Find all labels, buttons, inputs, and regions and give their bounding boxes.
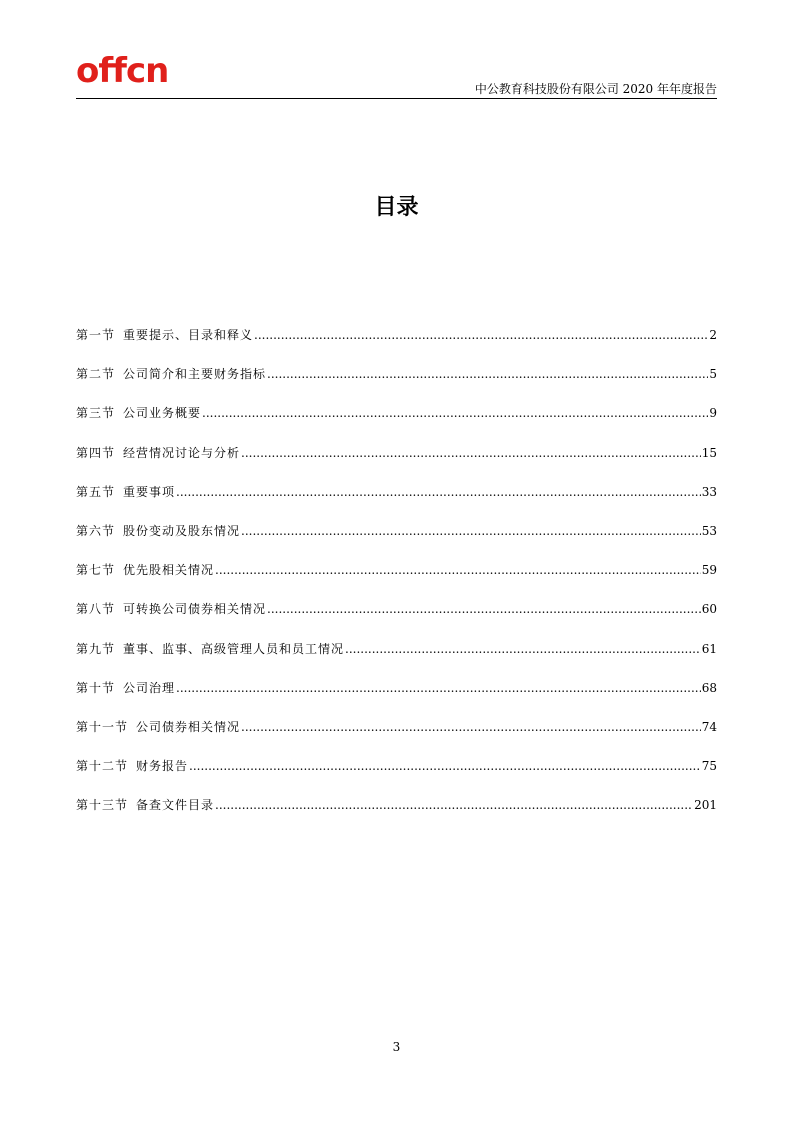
- toc-leader-dots: [241, 718, 701, 736]
- toc-page-number: 68: [701, 680, 717, 695]
- toc-section-number: 第九节: [76, 641, 116, 656]
- toc-entry[interactable]: [76, 600, 717, 639]
- header-divider: [76, 98, 717, 99]
- toc-entry[interactable]: [76, 365, 717, 404]
- toc-section-title: 可转换公司债券相关情况: [123, 602, 267, 617]
- toc-section-title: 优先股相关情况: [123, 563, 215, 578]
- toc-section-number: 第三节: [76, 406, 116, 421]
- toc-section-title: 公司治理: [123, 680, 176, 695]
- toc-page-number: 33: [701, 484, 717, 499]
- toc-page-number: 9: [709, 406, 717, 421]
- toc-leader-dots: [202, 404, 708, 422]
- toc-page-number: 53: [701, 523, 717, 538]
- toc-entry[interactable]: [76, 561, 717, 600]
- toc-section-title: 公司债券相关情况: [136, 719, 241, 734]
- toc-entry[interactable]: [76, 404, 717, 443]
- page-number: 3: [392, 1040, 401, 1054]
- toc-section-title: 董事、监事、高级管理人员和员工情况: [123, 641, 345, 656]
- toc-leader-dots: [241, 444, 701, 462]
- toc-section-title: 备查文件目录: [136, 798, 215, 813]
- toc-leader-dots: [215, 796, 693, 814]
- toc-entry[interactable]: [76, 640, 717, 679]
- toc-section-title: 重要事项: [123, 484, 176, 499]
- toc-page-number: 75: [701, 759, 717, 774]
- toc-page-number: 15: [701, 445, 717, 460]
- toc-section-number: 第十二节: [76, 759, 129, 774]
- toc-entry[interactable]: [76, 444, 717, 483]
- toc-page-number: 59: [701, 563, 717, 578]
- toc-page-number: 74: [701, 719, 717, 734]
- toc-page-number: 2: [709, 328, 717, 342]
- toc-leader-dots: [254, 326, 708, 344]
- toc-section-number: 第一节: [76, 328, 116, 342]
- toc-section-number: 第八节: [76, 602, 116, 617]
- toc-leader-dots: [267, 365, 708, 383]
- toc-entry[interactable]: [76, 522, 717, 561]
- toc-section-title: 公司简介和主要财务指标: [123, 367, 267, 382]
- toc-leader-dots: [176, 679, 701, 697]
- toc-page-number: 60: [701, 602, 717, 617]
- toc-leader-dots: [215, 561, 701, 579]
- toc-leader-dots: [267, 600, 701, 618]
- toc-section-number: 第十三节: [76, 798, 129, 813]
- toc-leader-dots: [176, 483, 701, 501]
- toc-page-number: 61: [701, 641, 717, 656]
- toc-section-title: 股份变动及股东情况: [123, 523, 241, 538]
- toc-leader-dots: [241, 522, 701, 540]
- toc-section-number: 第五节: [76, 484, 116, 499]
- table-of-contents: [76, 326, 717, 835]
- toc-section-title: 公司业务概要: [123, 406, 202, 421]
- toc-entry[interactable]: [76, 483, 717, 522]
- toc-section-number: 第七节: [76, 563, 116, 578]
- toc-leader-dots: [189, 757, 701, 775]
- toc-section-title: 财务报告: [136, 759, 189, 774]
- toc-section-number: 第二节: [76, 367, 116, 382]
- offcn-logo: offcn: [76, 51, 169, 91]
- toc-page-number: 201: [694, 798, 717, 813]
- toc-page-number: 5: [709, 367, 717, 382]
- toc-entry[interactable]: [76, 796, 717, 835]
- toc-entry[interactable]: [76, 326, 717, 365]
- toc-section-number: 第六节: [76, 523, 116, 538]
- toc-section-number: 第四节: [76, 445, 116, 460]
- toc-section-title: 经营情况讨论与分析: [123, 445, 241, 460]
- toc-section-number: 第十节: [76, 680, 116, 695]
- report-header-title: 中公教育科技股份有限公司 2020 年年度报告: [474, 82, 717, 96]
- toc-leader-dots: [345, 640, 701, 658]
- toc-entry[interactable]: [76, 679, 717, 718]
- toc-entry[interactable]: [76, 718, 717, 757]
- toc-section-title: 重要提示、目录和释义: [123, 328, 254, 342]
- page-title: 目录: [374, 195, 419, 220]
- toc-section-number: 第十一节: [76, 719, 129, 734]
- toc-entry[interactable]: [76, 757, 717, 796]
